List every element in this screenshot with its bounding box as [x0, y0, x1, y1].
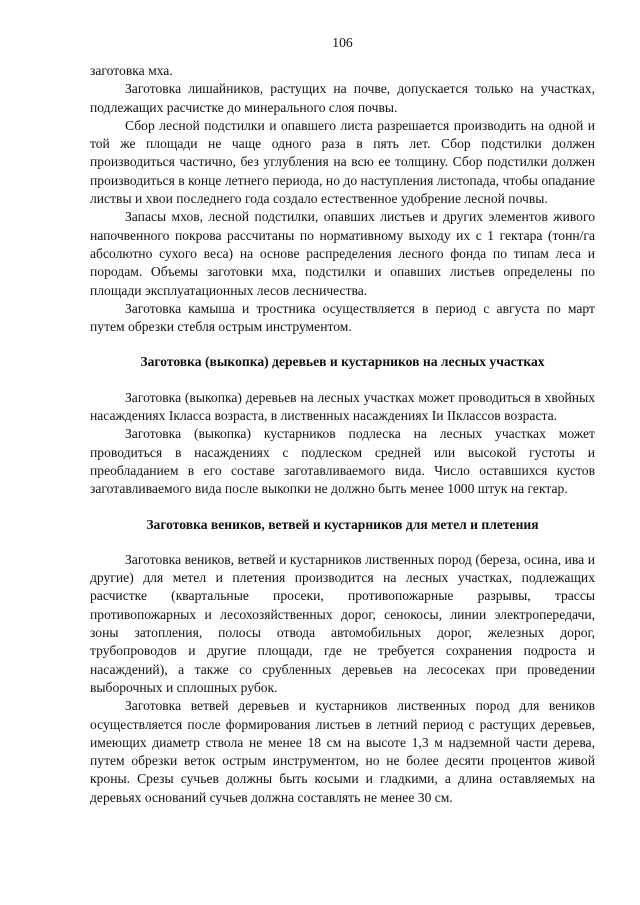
section-heading-digging: Заготовка (выкопка) деревьев и кустарников на лесных участках [140, 354, 545, 370]
paragraph-reed-harvesting: Заготовка камыша и тростника осуществляется в период с августа по март путем обрезки стебля острым инструментом. [90, 300, 595, 335]
page-number: 106 [332, 35, 353, 50]
paragraph-branch-cutting: Заготовка ветвей деревьев и кустарников лиственных пород для веников осуществляется после формирования листьев в летний период с растущих деревьев, имеющих диаметр ствола не менее 18 см на высоте 1,3 м надземной части дерева, путем обрезки веток острым инструментом, но не более десяти процентов живой кроны. Срезы сучьев должны быть косыми и гладкими, а длина оставляемых на деревьях оснований сучьев должна составлять не менее 30 см. [90, 698, 595, 805]
paragraph-broom-harvesting: Заготовка веников, ветвей и кустарников лиственных пород (береза, осина, ива и другие) для метел и плетения производится на лесных участках, подлежащих расчистке (квартальные просеки, противопожарные разрывы, трассы противопожарных и лесохозяйственных дорог, сенокосы, линии электропередачи, зоны затопления, полосы отвода автомобильных дорог, железных дорог, трубопроводов и другие площади, где не требуется сохранения подроста и насаждений), а также со срубленных деревьев на лесосеках при проведении выборочных и сплошных рубок. [90, 551, 595, 695]
document-page [90, 34, 595, 807]
paragraph-continuation: заготовка мха. [90, 63, 173, 78]
paragraph-tree-digging: Заготовка (выкопка) деревьев на лесных участках может проводиться в хвойных насаждениях Iкласса возраста, в лиственных насаждениях Iи IIклассов возраста. [90, 389, 595, 424]
section-heading-brooms: Заготовка веников, ветвей и кустарников для метел и плетения [146, 516, 539, 532]
paragraph-lichens: Заготовка лишайников, растущих на почве, допускается только на участках, подлежащих расчистке до минерального слоя почвы. [90, 81, 595, 115]
paragraph-shrub-digging: Заготовка (выкопка) кустарников подлеска на лесных участках может проводиться в насаждениях с подлеском средней или высокой густоты и преобладанием в его составе заготавливаемого вида. Число оставшихся кустов заготавливаемого вида после выкопки не должно быть менее 1000 штук на гектар. [90, 426, 595, 497]
paragraph-moss-reserves: Запасы мхов, лесной подстилки, опавших листьев и других элементов живого напочвенного покрова рассчитаны по нормативному выходу их с 1 гектара (тонн/га абсолютно сухого веса) на основе распределения лесного фонда по типам леса и породам. Объемы заготовки мха, подстилки и опавших листьев определены по площади эксплуатационных лесов лесничества. [90, 209, 595, 298]
paragraph-litter-collection: Сбор лесной подстилки и опавшего листа разрешается производить на одной и той же площади не чаще одного раза в пять лет. Сбор подстилки должен производиться частично, без углубления на всю ее толщину. Сбор подстилки должен производиться в конце летнего периода, но до наступления листопада, чтобы опадание листвы и хвои последнего года создало естественное удобрение лесной почвы. [90, 117, 595, 207]
